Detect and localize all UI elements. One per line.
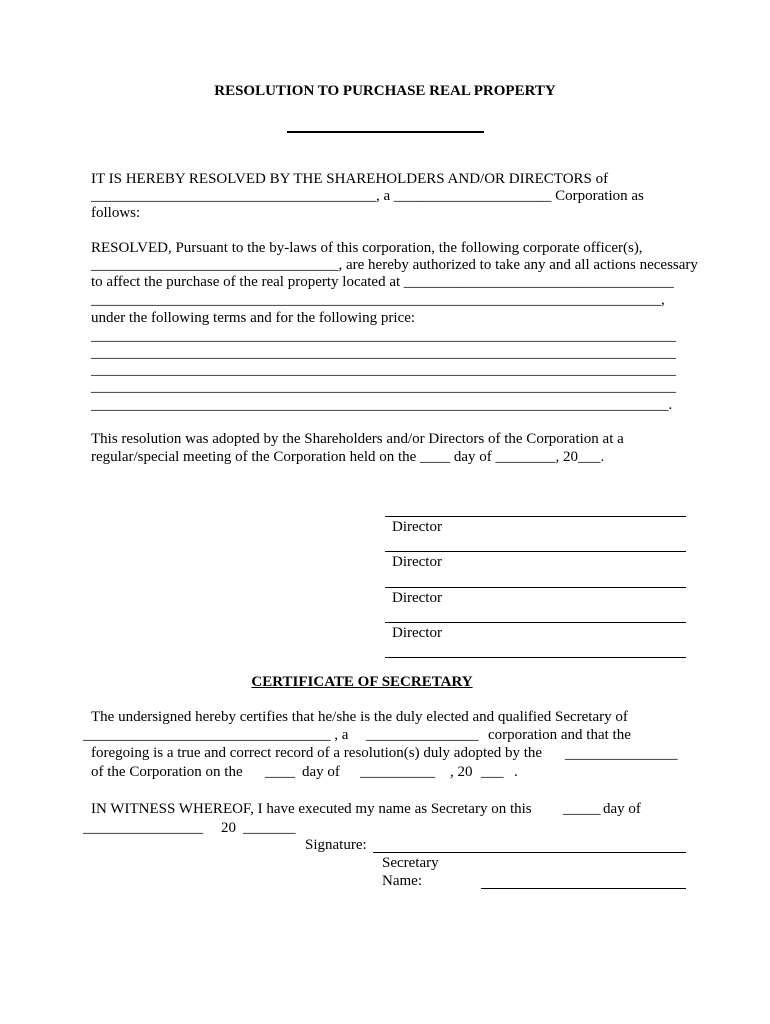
- witness-year-blank: _______: [243, 820, 296, 836]
- certificate-line-2-blank: _______________: [366, 727, 479, 743]
- secretary-name-line: [481, 888, 686, 889]
- terms-line-2: ______________________________________________________________________________: [91, 345, 676, 361]
- certificate-line-4-year-prefix: , 20: [450, 764, 473, 780]
- resolved-by-line-1: IT IS HEREBY RESOLVED BY THE SHAREHOLDERS AND/OR DIRECTORS of: [91, 171, 609, 187]
- terms-line-5: _____________________________________________________________________________.: [91, 397, 673, 413]
- director-label-4: Director: [392, 625, 442, 641]
- director-signature-line-4: [385, 622, 686, 623]
- certificate-line-1: The undersigned hereby certifies that he/she is the duly elected and qualified Secretary of: [91, 709, 628, 725]
- witness-year-prefix: 20: [221, 820, 236, 836]
- certificate-line-4-part-a: of the Corporation on the: [91, 764, 243, 780]
- resolved-by-line-2: ______________________________________, a _____________________ Corporation as: [91, 188, 644, 204]
- certificate-day-blank: ____: [265, 764, 295, 780]
- secretary-label: Secretary: [382, 855, 439, 871]
- terms-line-4: ______________________________________________________________________________: [91, 379, 676, 395]
- certificate-line-2-part-c: corporation and that the: [488, 727, 631, 743]
- resolved-line-1: RESOLVED, Pursuant to the by-laws of this corporation, the following corporate officer(s),: [91, 240, 643, 256]
- adoption-line-1: This resolution was adopted by the Shareholders and/or Directors of the Corporation at a: [91, 431, 624, 447]
- director-label-2: Director: [392, 554, 442, 570]
- terms-line-1: ______________________________________________________________________________: [91, 328, 676, 344]
- certificate-line-3-blank: _______________: [565, 746, 678, 762]
- terms-line-3: ______________________________________________________________________________: [91, 362, 676, 378]
- director-signature-line-3: [385, 587, 686, 588]
- director-signature-line-1: [385, 516, 686, 517]
- certificate-line-3-part-a: foregoing is a true and correct record of a resolution(s) duly adopted by the: [91, 745, 543, 761]
- resolved-line-4: ____________________________________________________________________________,: [91, 292, 665, 308]
- director-label-3: Director: [392, 590, 442, 606]
- secretary-signature-line: [373, 852, 686, 853]
- resolved-line-2: _________________________________, are hereby authorized to take any and all actions necessary: [91, 257, 698, 273]
- director-signature-line-5: [385, 657, 686, 658]
- witness-month-blank: ________________: [83, 820, 203, 836]
- witness-day-blank: _____: [563, 801, 601, 817]
- certificate-line-4-period: .: [514, 764, 518, 780]
- witness-line-1-part-a: IN WITNESS WHEREOF, I have executed my name as Secretary on this: [91, 801, 532, 817]
- resolved-by-line-3: follows:: [91, 205, 141, 221]
- title-underline: [287, 131, 484, 133]
- director-signature-line-2: [385, 551, 686, 552]
- director-label-1: Director: [392, 519, 442, 535]
- document-title: RESOLUTION TO PURCHASE REAL PROPERTY: [214, 83, 556, 99]
- certificate-line-4-day-of: day of: [302, 764, 340, 780]
- resolved-line-3: to affect the purchase of the real property located at ____________________________________: [91, 274, 674, 290]
- certificate-year-blank: ___: [481, 764, 504, 780]
- certificate-month-blank: __________: [360, 764, 435, 780]
- name-label: Name:: [382, 873, 422, 889]
- adoption-line-2: regular/special meeting of the Corporation held on the ____ day of ________, 20___.: [91, 449, 605, 465]
- witness-line-1-day-of: day of: [603, 801, 641, 817]
- terms-intro: under the following terms and for the following price:: [91, 310, 416, 326]
- certificate-line-2-part-a: _________________________________ , a: [83, 727, 349, 743]
- signature-label: Signature:: [305, 837, 367, 853]
- certificate-heading: CERTIFICATE OF SECRETARY: [251, 674, 473, 690]
